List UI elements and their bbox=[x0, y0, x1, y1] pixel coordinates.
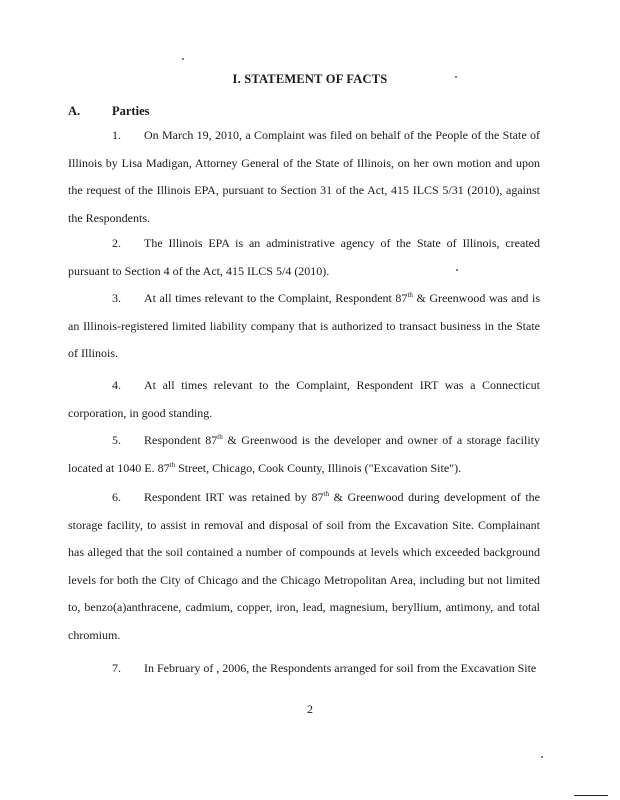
paragraph-number: 1. bbox=[112, 128, 121, 142]
paragraph-number: 3. bbox=[112, 291, 121, 305]
paragraph-number: 4. bbox=[112, 378, 121, 392]
scan-speck bbox=[182, 58, 184, 60]
paragraph-number: 7. bbox=[112, 661, 121, 675]
superscript: th bbox=[217, 433, 223, 441]
section-title: Parties bbox=[112, 104, 150, 118]
paragraph-number: 2. bbox=[112, 236, 121, 250]
section-heading bbox=[68, 104, 149, 119]
paragraph-text: At all times relevant to the Complaint, Respondent IRT was a Connecticut corporation, in good standing. bbox=[68, 378, 540, 420]
scan-speck bbox=[455, 76, 457, 78]
paragraph-text: & Greenwood was and is an Illinois-registered limited liability company that is authorized to transact business in the State of Illinois. bbox=[68, 291, 540, 361]
paragraph-text: The Illinois EPA is an administrative agency of the State of Illinois, created pursuant to Section 4 of the Act, 415 ILCS 5/4 (2010). bbox=[68, 236, 540, 278]
paragraph-7 bbox=[68, 655, 540, 683]
paragraph-2 bbox=[68, 230, 540, 285]
paragraph-3 bbox=[68, 285, 540, 368]
paragraph-number: 5. bbox=[112, 433, 121, 447]
paragraph-4 bbox=[68, 372, 540, 427]
scan-speck bbox=[541, 756, 543, 758]
page-number: 2 bbox=[307, 702, 313, 716]
paragraph-text: & Greenwood during development of the storage facility, to assist in removal and disposal of soil from the Excavation Site. Complainant has alleged that the soil contained a number of compounds at levels which exceeded background levels for both the City of Chicago and the Chicago Metropolitan Area, including but not limited to, benzo(a)anthracene, cadmium, copper, iron, lead, magnesium, beryllium, antimony, and total chromium. bbox=[68, 490, 541, 642]
paragraph-text: & Greenwood is the developer and owner of a storage facility located at 1040 E. 87 bbox=[68, 433, 540, 475]
superscript: th bbox=[323, 490, 329, 498]
paragraph-text: At all times relevant to the Complaint, Respondent 87 bbox=[144, 291, 408, 305]
scan-speck bbox=[456, 269, 458, 271]
paragraph-text: Street, Chicago, Cook County, Illinois ("Excavation Site"). bbox=[175, 460, 462, 475]
paragraph-text: On March 19, 2010, a Complaint was filed on behalf of the People of the State of Illinois by Lisa Madigan, Attorney General of the State of Illinois, on her own motion and upon the request of the Illinois EPA, pursuant to Section 31 of the Act, 415 ILCS 5/31 (2010), against the Respondents. bbox=[68, 128, 540, 225]
section-letter: A. bbox=[68, 104, 81, 118]
superscript: th bbox=[169, 460, 176, 469]
paragraph-5 bbox=[68, 427, 540, 482]
paragraph-1 bbox=[68, 122, 540, 232]
paragraph-number: 6. bbox=[112, 490, 121, 504]
superscript: th bbox=[407, 291, 413, 299]
page-title: I. STATEMENT OF FACTS bbox=[232, 72, 388, 86]
paragraph-text: Respondent IRT was retained by 87 bbox=[144, 490, 324, 504]
footer-rule bbox=[574, 795, 608, 796]
paragraph-text: In February of , 2006, the Respondents arranged for soil from the Excavation Site bbox=[144, 661, 537, 675]
paragraph-text: Respondent 87 bbox=[144, 433, 218, 447]
paragraph-6 bbox=[68, 484, 540, 650]
